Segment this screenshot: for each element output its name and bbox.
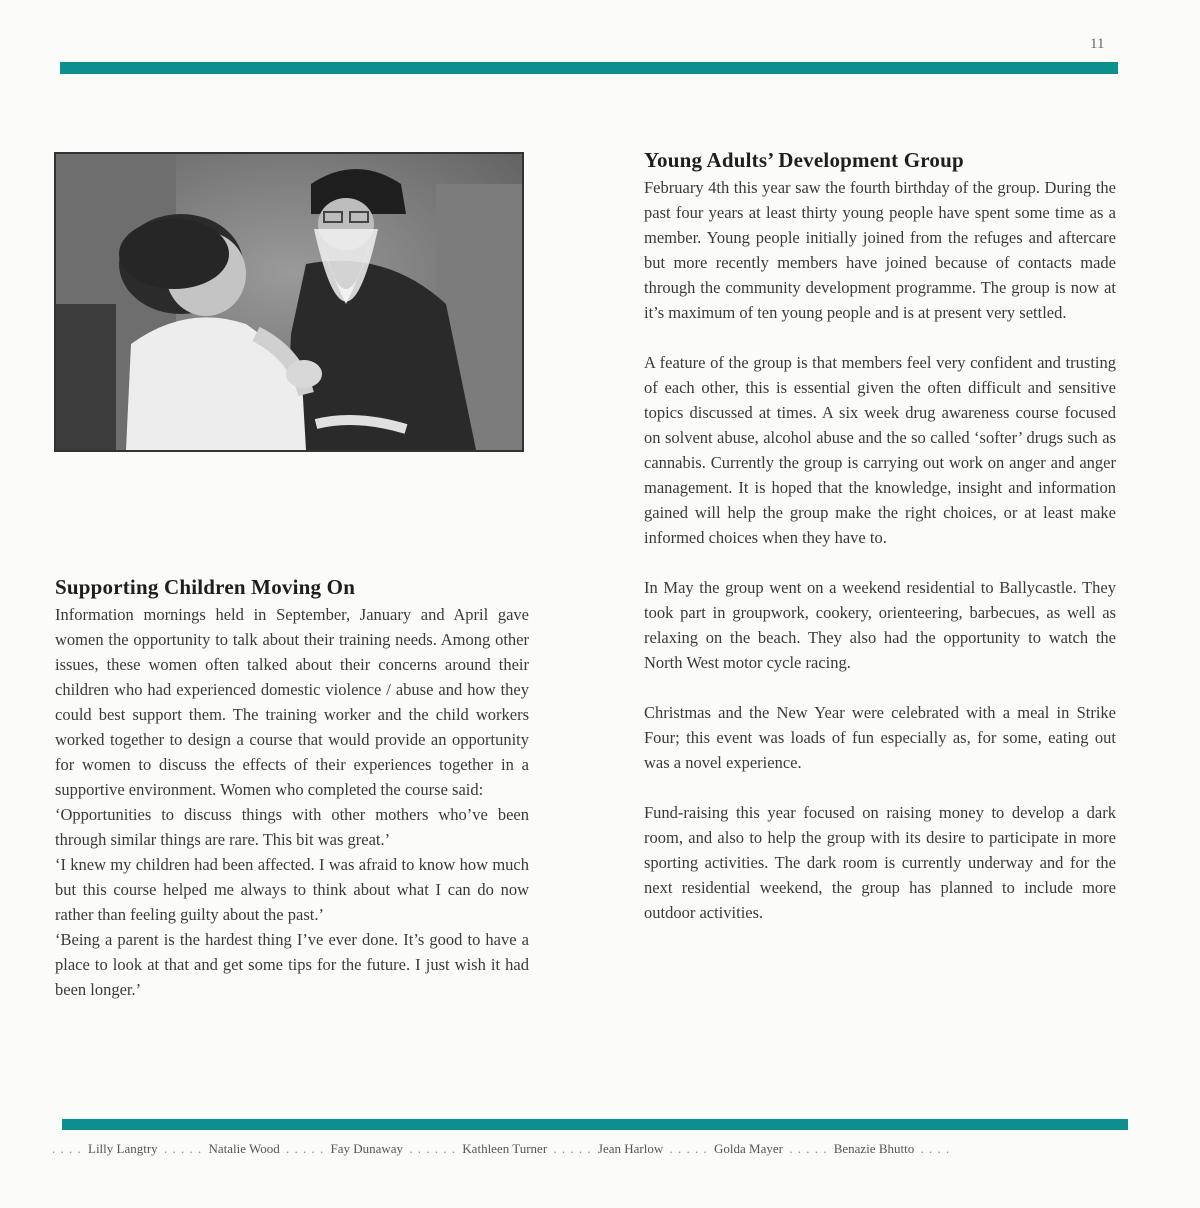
right-article-title: Young Adults’ Development Group	[644, 148, 964, 172]
footer-name: Golda Mayer	[714, 1141, 783, 1156]
footer-rule	[62, 1119, 1128, 1130]
page-number: 11	[1090, 36, 1105, 52]
right-article-paragraph: In May the group went on a weekend residential to Ballycastle. They took part in groupwork, cookery, orienteering, barbecues, as well as relaxing on the beach. They also had the opportunity to watch the North West motor cycle racing.	[644, 578, 1116, 672]
right-article-paragraph: Christmas and the New Year were celebrated with a meal in Strike Four; this event was loads of fun especially as, for some, eating out was a novel experience.	[644, 703, 1116, 772]
right-article-paragraph: Fund-raising this year focused on raising money to develop a dark room, and also to help the group with its desire to participate in more sporting activities. The dark room is currently underway and for the next residential weekend, the group has planned to include more outdoor activities.	[644, 803, 1116, 922]
footer-name: Jean Harlow	[597, 1141, 664, 1156]
footer-name: Fay Dunaway	[330, 1141, 404, 1156]
left-article-quote: ‘Being a parent is the hardest thing I’ve ever done. It’s good to have a place to look at that and get some tips for the future. I just wish it had been longer.’	[55, 930, 529, 999]
footer-names: . . . . Lilly Langtry . . . . . Natalie Wood . . . . . Fay Dunaway . . . . . . Kathleen Turner . . . . . Jean Harlow . . . . . Golda Mayer . . . . . Benazie Bhutto . . . .	[52, 1141, 951, 1156]
footer-name: Benazie Bhutto	[833, 1141, 915, 1156]
left-article-title: Supporting Children Moving On	[55, 575, 356, 599]
footer-name: Natalie Wood	[208, 1141, 280, 1156]
left-article	[55, 575, 529, 1002]
right-article-paragraph: February 4th this year saw the fourth birthday of the group. During the past four years at least thirty young people have spent some time as a member. Young people initially joined from the refuges and aftercare but more recently members have joined because of contacts made through the community development programme. The group is now at it’s maximum of ten young people and is at present very settled.	[644, 178, 1116, 322]
header-rule	[60, 62, 1118, 74]
article-photo	[54, 152, 524, 452]
right-article	[644, 148, 1116, 950]
left-article-quote: ‘I knew my children had been affected. I was afraid to know how much but this course helped me always to think about what I can do now rather than feeling guilty about the past.’	[55, 855, 529, 924]
footer-name: Kathleen Turner	[462, 1141, 548, 1156]
left-article-quote: ‘Opportunities to discuss things with other mothers who’ve been through similar things are rare. This bit was great.’	[55, 805, 529, 849]
left-article-paragraph: Information mornings held in September, January and April gave women the opportunity to talk about their training needs. Among other issues, these women often talked about their concerns around their children who had experienced domestic violence / abuse and how they could best support them. The training worker and the child workers worked together to design a course that would provide an opportunity for women to discuss the effects of their experiences together in a supportive environment. Women who completed the course said:	[55, 605, 529, 799]
footer-name: Lilly Langtry	[88, 1141, 158, 1156]
right-article-paragraph: A feature of the group is that members feel very confident and trusting of each other, this is essential given the often difficult and sensitive topics discussed at times. A six week drug awareness course focused on solvent abuse, alcohol abuse and the so called ‘softer’ drugs such as cannabis. Currently the group is carrying out work on anger and anger management. It is hoped that the knowledge, insight and information gained will help the group make the right choices, or at least make informed choices when they have to.	[644, 353, 1116, 547]
photo-icon	[56, 154, 522, 450]
